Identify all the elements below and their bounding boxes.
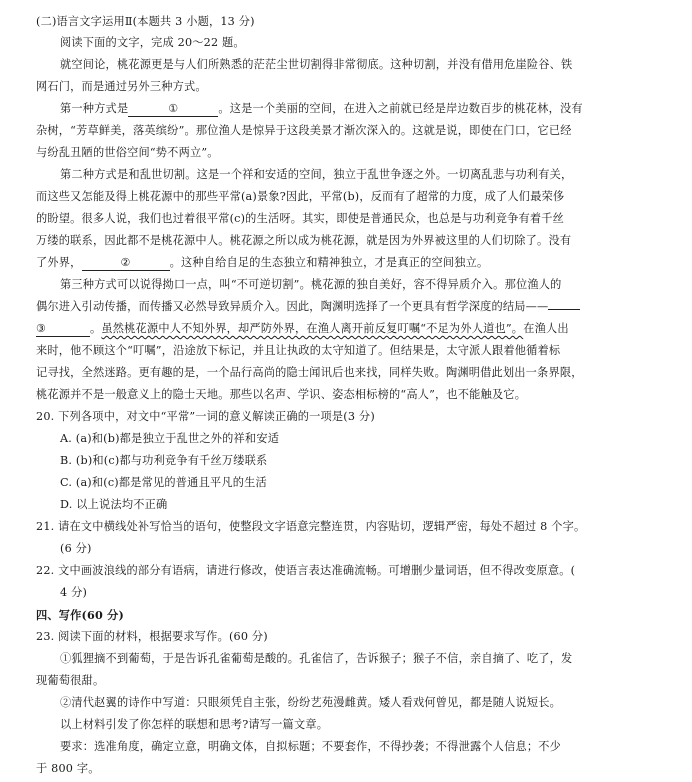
passage-line: 第三种方式可以说得拗口一点，叫“不可逆切割”。桃花源的独自美好，容不得异质介入。那位渔人的 [60, 278, 562, 291]
passage-text: 。这种自给自足的生态独立和精神独立，才是真正的空间独立。 [169, 256, 489, 269]
passage-text: 第一种方式是 [60, 102, 129, 115]
question-23-stem: 23. 阅读下面的材料，根据要求写作。(60 分) [36, 630, 268, 643]
material-2-line: ②清代赵翼的诗作中写道：只眼须凭自主张，纷纷艺苑漫雌黄。矮人看戏何曾见，都是随人说短长。 [60, 696, 562, 709]
passage-line: 万缕的联系，因此都不是桃花源中人。桃花源之所以成为桃花源，就是因为外界被这里的人们切除了。没有 [36, 234, 572, 247]
passage-line: 杂树，“芳草鲜美，落英缤纷”。那位渔人是惊异于这段美景才渐次深入的。这就是说，即使在门口，它已经 [36, 124, 572, 137]
passage-line [60, 101, 583, 117]
passage-line [36, 321, 569, 337]
section-header: (二)语言文字运用Ⅱ(本题共 3 小题，13 分) [36, 15, 255, 28]
passage-text: 了外界， [36, 256, 82, 269]
passage-text: 。这是一个美丽的空间，在进入之前就已经是岸边数百步的桃花林，没有 [218, 102, 583, 115]
passage-line: 的盼望。很多人说，我们也过着很平常(c)的生活呀。其实，即使是普通民众，也总是与功利竞争有着千丝 [36, 212, 565, 225]
option-d[interactable]: D. 以上说法均不正确 [60, 498, 168, 511]
material-1-line: 现葡萄很甜。 [36, 674, 105, 687]
fill-blank-3-lead[interactable] [548, 309, 580, 310]
question-21-points: (6 分) [60, 542, 92, 555]
passage-line: 就空间论，桃花源更是与人们所熟悉的茫茫尘世切割得非常彻底。这种切割，并没有借用危崖险谷、铁 [60, 58, 573, 71]
passage-line: 而这些又怎能及得上桃花源中的那些平常(a)景象?因此，平常(b)，反而有了超常的力度，成了人们最荣侈 [36, 190, 565, 203]
passage-line: 与纷乱丑陋的世俗空间“势不两立”。 [36, 146, 219, 159]
question-22-stem: 22. 文中画波浪线的部分有语病，请进行修改，使语言表达准确流畅。可增删少量词语，但不得改变原意。( [36, 564, 576, 577]
passage-line: 记寻找，全然迷路。更有趣的是，一个品行高尚的隐士闻讯后也来找，同样失败。陶渊明借此划出一条界限， [36, 366, 583, 379]
passage-text: 。 [90, 322, 102, 335]
reading-instruction: 阅读下面的文字，完成 20～22 题。 [60, 36, 245, 49]
question-20-stem: 20. 下列各项中，对文中“平常”一词的意义解读正确的一项是(3 分) [36, 410, 375, 423]
fill-blank-3[interactable]: ③ [36, 322, 90, 337]
writing-section-header: 四、写作(60 分) [36, 608, 124, 622]
question-22-points: 4 分) [60, 586, 88, 599]
writing-requirements: 要求：选准角度，确定立意，明确文体，自拟标题；不要套作，不得抄袭；不得泄露个人信息；不少 [60, 740, 562, 753]
passage-line [36, 255, 488, 271]
option-b[interactable]: B. (b)和(c)都与功利竞争有千丝万缕联系 [60, 454, 268, 467]
passage-text: 偶尔进入引动传播，而传播又必然导致异质介入。因此，陶渊明选择了一个更具有哲学深度的结局—— [36, 300, 549, 313]
passage-line: 来时，他不顾这个“叮嘱”，沿途放下标记，并且让执政的太守知道了。但结果是，太守派人跟着他循着标 [36, 344, 561, 357]
writing-requirements: 于 800 字。 [36, 762, 100, 775]
writing-prompt: 以上材料引发了你怎样的联想和思考?请写一篇文章。 [60, 718, 329, 731]
passage-line: 网石门，而是通过另外三种方式。 [36, 80, 207, 93]
question-21-stem: 21. 请在文中横线处补写恰当的语句，使整段文字语意完整连贯，内容贴切，逻辑严密，每处不超过 8 个字。 [36, 520, 586, 533]
passage-line [36, 299, 580, 315]
material-1-line: ①狐狸摘不到葡萄，于是告诉孔雀葡萄是酸的。孔雀信了，告诉猴子；猴子不信，亲自摘了、吃了，发 [60, 652, 573, 665]
passage-text: 在渔人出 [523, 322, 569, 335]
option-c[interactable]: C. (a)和(c)都是常见的普通且平凡的生活 [60, 476, 267, 489]
wavy-underlined-sentence: 虽然桃花源中人不知外界，却严防外界，在渔人离开前反复叮嘱“不足为外人道也”。 [101, 322, 524, 335]
fill-blank-1[interactable]: ① [128, 102, 218, 117]
passage-line: 桃花源并不是一般意义上的隐士天地。那些以名声、学识、姿态相标榜的“高人”，也不能触及它。 [36, 388, 527, 401]
option-a[interactable]: A. (a)和(b)都是独立于乱世之外的祥和安适 [60, 432, 280, 445]
fill-blank-2[interactable]: ② [82, 256, 170, 271]
passage-line: 第二种方式是和乱世切割。这是一个祥和安适的空间，独立于乱世争逐之外。一切离乱悲与功利有关， [60, 168, 573, 181]
